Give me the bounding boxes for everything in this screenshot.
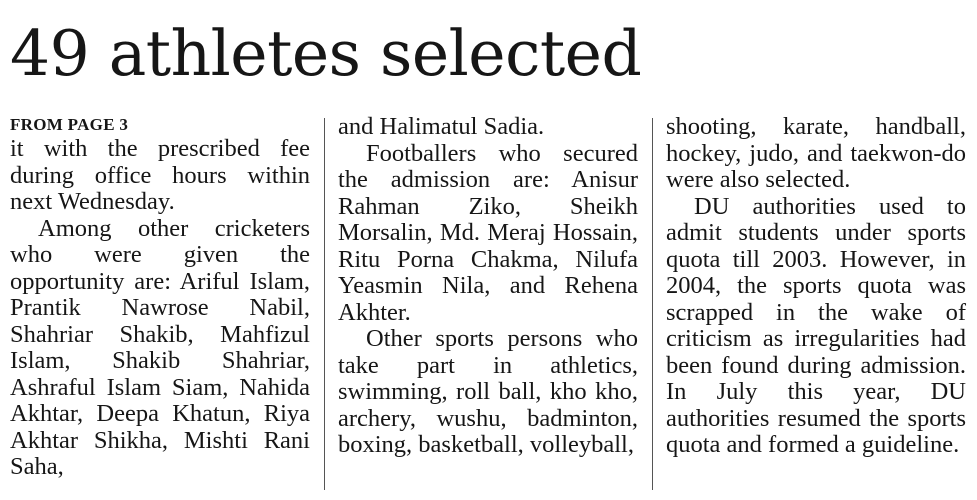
article-headline: 49 athletes selected [10, 17, 642, 90]
article-paragraph: it with the prescribed fee during office hours within next Wednesday. [10, 135, 310, 215]
continued-from-label: FROM PAGE 3 [10, 115, 129, 134]
column-divider [324, 118, 325, 490]
article-paragraph: DU authorities used to admit students under sports quota till 2003. However, in 2004, the sports quota was scrapped in the wake of criticism as irregularities had been found during admission. In July this year, DU authorities resumed the sports quota and formed a guideline. [666, 192, 966, 458]
article-column-2 [338, 114, 638, 459]
article-paragraph: and Halimatul Sadia. [338, 113, 545, 140]
article-column-3 [666, 114, 966, 459]
article-paragraph: shooting, karate, handball, hockey, judo, and taekwon-do were also selected. [666, 113, 966, 193]
article-paragraph: Among other cricketers who were given the opportunity are: Ariful Islam, Prantik Nawrose Nabil, Shahriar Shakib, Mahfizul Islam, Shakib Shahriar, Ashraful Islam Siam, Nahida Akhtar, Deepa Khatun, Riya Akhtar Shikha, Mishti Rani Saha, [10, 214, 310, 480]
article-paragraph: Other sports persons who take part in athletics, swimming, roll ball, kho kho, archery, wushu, badminton, boxing, basketball, volleyball, [338, 325, 638, 458]
article-column-1 [10, 114, 310, 481]
article-paragraph: Footballers who secured the admission are: Anisur Rahman Ziko, Sheikh Morsalin, Md. Meraj Hossain, Ritu Porna Chakma, Nilufa Yeasmin Nila, and Rehena Akhter. [338, 139, 638, 326]
column-divider [652, 118, 653, 490]
